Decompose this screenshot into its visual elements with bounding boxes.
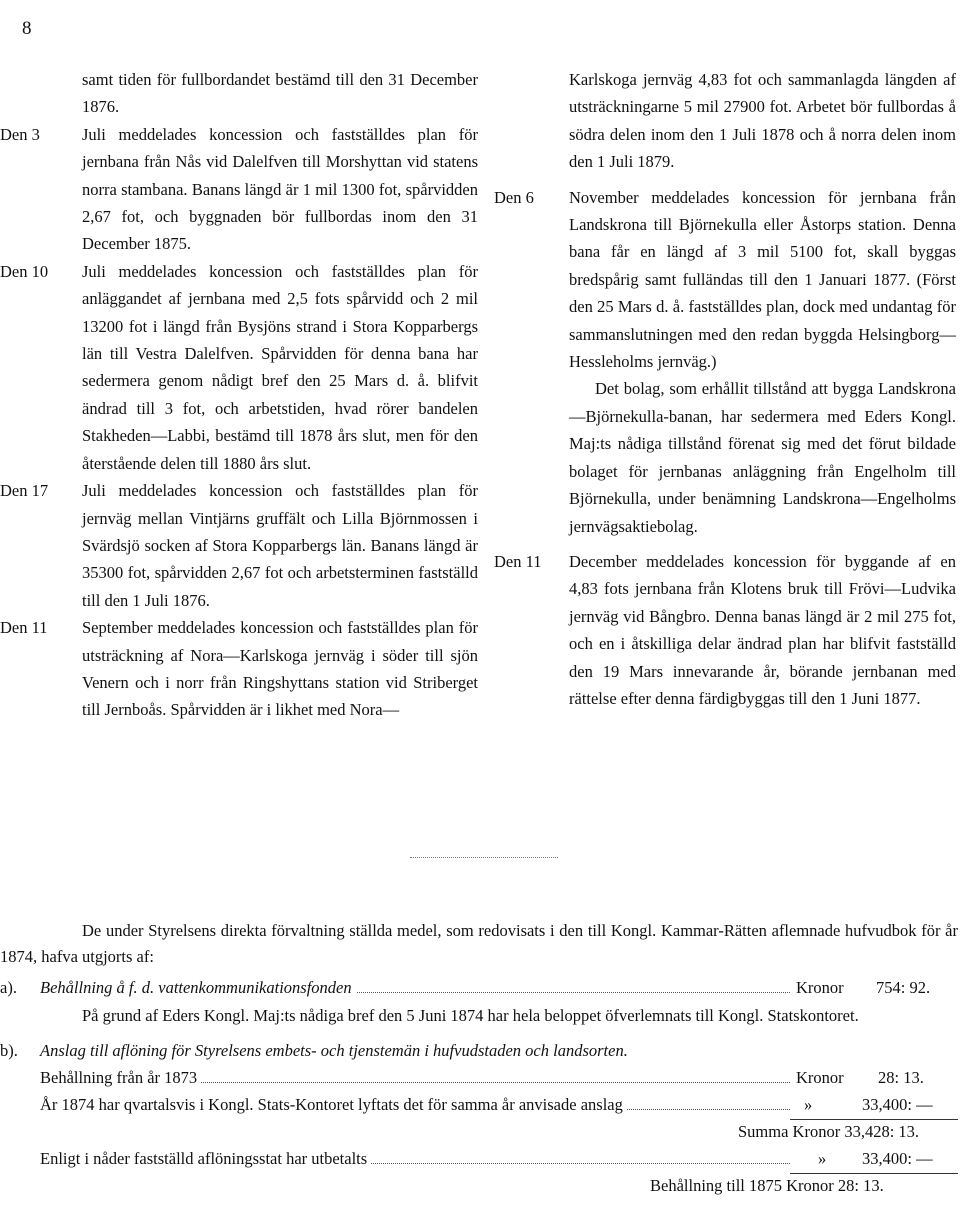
- left-column: [0, 66, 478, 724]
- row-label: År 1874 har qvartalsvis i Kongl. Stats-Kontoret lyftats det för samma år anvisade anslag: [40, 1091, 627, 1118]
- entry-text: November meddelades koncession för jernbana från Landskrona till Björnekulla eller Åstorps station. Denna bana får en längd af 3 mil 5100 fot, skall byggas bredspårig samt fulländas till den 1 Januari 1877. (Först den 25 Mars d. å. fastställdes plan, dock med undantag för sammanslutningen med den redan byggda Helsingborg—Hessleholms jernväg.): [569, 187, 956, 372]
- row-label: Behållning å f. d. vattenkommunikationsfonden: [40, 974, 356, 1001]
- account-row-b2: [0, 1091, 958, 1118]
- row-amount: 33,400: —: [862, 1149, 933, 1168]
- row-currency: »: [800, 1091, 812, 1118]
- account-row-a: [0, 974, 958, 1001]
- account-row-b-heading: [0, 1037, 958, 1064]
- entry-text: samt tiden för fullbordandet bestämd till den 31 December 1876.: [82, 70, 478, 117]
- account-row-b-sum: [0, 1118, 958, 1145]
- account-row-b1: [0, 1064, 958, 1091]
- right-paragraph-bolag: Det bolag, som erhållit tillstånd att bygga Landskrona—Björnekulla-banan, har sedermera med Eders Kongl. Maj:ts nådiga tillstånd förenat sig med det förut bildade bolaget för jernbanas anläggning från Engelholm till Björnekulla, under benämning Landskrona—Engelholms jernvägsaktiebolag.: [569, 379, 956, 536]
- page-number: 8: [22, 18, 32, 39]
- row-amount: 28: 13.: [878, 1068, 924, 1087]
- accounts-intro: [0, 918, 958, 970]
- right-continuation: [494, 66, 956, 176]
- entry-label: Den 6: [494, 187, 534, 207]
- entry-text: Juli meddelades koncession och fastställdes plan för jernväg mellan Vintjärns gruffält och Lilla Björnmossen i Svärdsjö socken af Stora Kopparbergs län. Banans längd är 35300 fot, spårvidden 2,67 fot och arbetsterminen fastställd till den 1 Juli 1876.: [82, 481, 478, 610]
- entry-label: Den 17: [0, 481, 49, 501]
- left-entry-4: [0, 614, 478, 724]
- row-label: Behållning från år 1873: [40, 1064, 201, 1091]
- row-heading: Anslag till aflöning för Styrelsens embets- och tjenstemän i hufvudstaden och landsorten.: [40, 1037, 632, 1064]
- row-amount: 754: 92.: [876, 978, 931, 997]
- row-letter: b).: [0, 1041, 18, 1060]
- left-entry-1: [0, 121, 478, 258]
- left-entry-0: [0, 66, 478, 121]
- account-a-note: På grund af Eders Kongl. Maj:ts nådiga bref den 5 Juni 1874 har hela beloppet öfverlemnats till Kongl. Statskontoret.: [82, 1006, 859, 1025]
- accounts-intro-text: De under Styrelsens direkta förvaltning ställda medel, som redovisats i den till Kongl. Kammar-Rätten aflemnade hufvudbok för år 1874, hafva utgjorts af:: [0, 921, 958, 966]
- row-balance: Behållning till 1875 Kronor 28: 13.: [650, 1176, 884, 1195]
- row-letter: a).: [0, 978, 17, 997]
- left-entry-3: [0, 477, 478, 614]
- row-currency: »: [814, 1145, 826, 1172]
- entry-label: Den 11: [0, 618, 48, 638]
- entry-text: Juli meddelades koncession och fastställdes plan för anläggandet af jernbana med 2,5 fots spårvidd och 2 mil 13200 fot i längd från Bysjöns strand i Stora Kopparbergs län till Vestra Dalelfven. Spårvidden för denna bana har sedermera genom nådigt bref den 25 Mars d. å. blifvit ändrad till 3 fot, och arbetstiden, hvad rörer bandelen Stakheden—Labbi, bestämd till 1878 års slut, men för den återstående delen till 1880 års slut.: [82, 261, 478, 473]
- entry-text: Karlskoga jernväg 4,83 fot och sammanlagda längden af utsträckningarne 5 mil 27900 fot. Arbetet bör fullbordas å södra delen inom den 1 Juli 1878 och å norra delen inom den 1 Juli 1879.: [569, 70, 956, 172]
- row-sum: Summa Kronor 33,428: 13.: [738, 1122, 920, 1141]
- row-currency: Kronor: [792, 1064, 844, 1091]
- entry-label: Den 11: [494, 551, 542, 571]
- right-column: [494, 66, 956, 712]
- account-row-b-balance: [0, 1172, 958, 1199]
- entry-text: December meddelades koncession för byggande af en 4,83 fots jernbana från Klotens bruk till Frövi—Ludvika jernväg vid Bångbro. Denna banas längd är 2 mil 275 fot, och en i åtskilliga delar ändrad plan har blifvit fastställd den 19 Mars innevarande år, börande jernbanan med rättelse efter denna färdigbyggas till den 1 Juni 1877.: [569, 551, 956, 708]
- entry-label: Den 3: [0, 124, 40, 144]
- entry-label: Den 10: [0, 261, 49, 281]
- entry-text: Juli meddelades koncession och fastställdes plan för jernbana från Nås vid Dalelfven till Morshyttan vid statens norra stambana. Banans längd är 1 mil 1300 fot, spårvidden 2,67 fot, och byggnaden bör fullbordas inom den 31 December 1875.: [82, 124, 478, 254]
- left-entry-2: [0, 258, 478, 477]
- row-label: Enligt i nåder fastställd aflöningsstat har utbetalts: [40, 1145, 371, 1172]
- right-entry-december: [494, 548, 956, 712]
- section-divider: [410, 857, 558, 858]
- account-row-b3: [0, 1145, 958, 1172]
- accounts-section: [0, 918, 958, 1199]
- right-entry-november: [494, 184, 956, 376]
- row-currency: Kronor: [792, 974, 844, 1001]
- row-amount: 33,400: —: [862, 1095, 933, 1114]
- entry-text: September meddelades koncession och fastställdes plan för utsträckning af Nora—Karlskoga jernväg i söder till sjön Venern och i norr från Ringshyttans station vid Striberget till Jernboås. Spårvidden är i likhet med Nora—: [82, 618, 478, 720]
